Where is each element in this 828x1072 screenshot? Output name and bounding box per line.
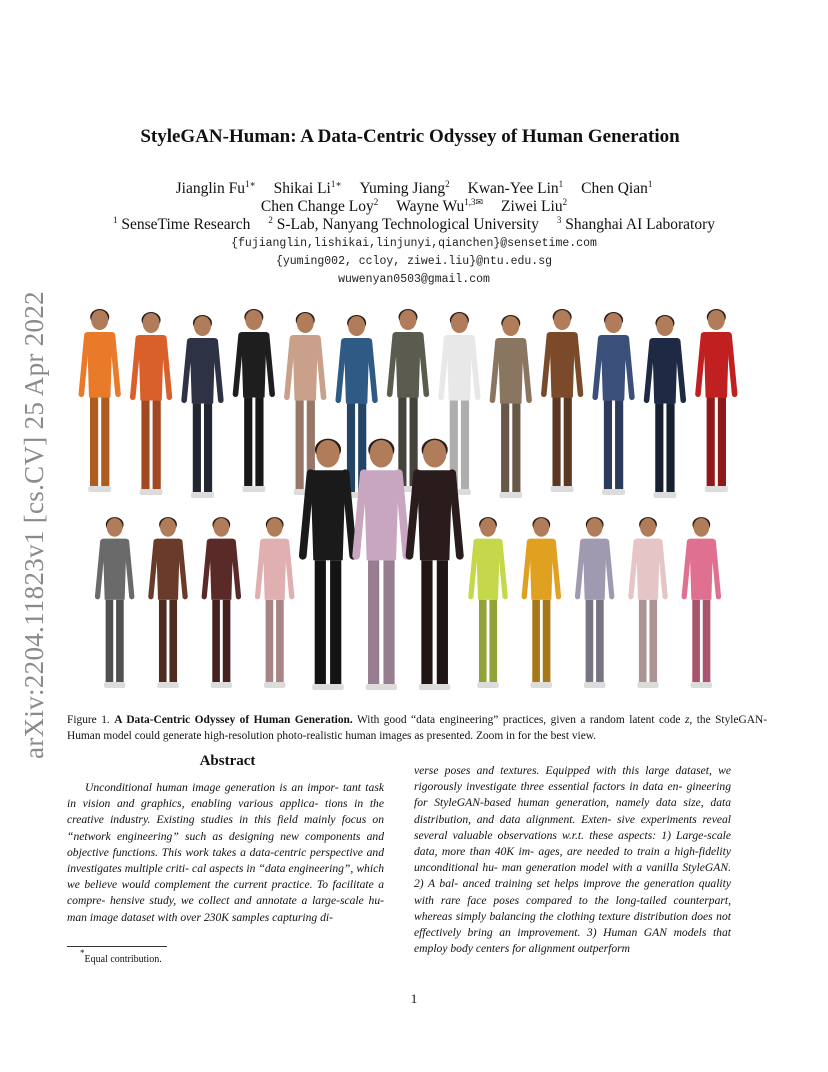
author-name: Ziwei Liu bbox=[501, 198, 563, 215]
author-sup: 1 bbox=[647, 179, 653, 189]
email-line-2: {yuming002, ccloy, ziwei.liu}@ntu.edu.sg bbox=[275, 255, 553, 268]
author-sup: 2 bbox=[562, 197, 568, 207]
author-name: Kwan-Yee Lin bbox=[467, 180, 559, 197]
abstract-left-column bbox=[67, 780, 384, 926]
abstract-right-column bbox=[414, 763, 731, 957]
abstract-line: man image dataset with over 230K samples capturing di- bbox=[67, 910, 333, 924]
generated-person-1-8 bbox=[492, 315, 529, 498]
author-name: Chen Change Loy bbox=[260, 198, 374, 215]
abstract-line: we rigorously investigate three essential factors in data en- bbox=[414, 764, 731, 794]
affiliation-sup: 1 bbox=[113, 215, 118, 225]
generated-person-2-10 bbox=[631, 517, 665, 688]
author-name: Wayne Wu bbox=[396, 198, 465, 215]
figure-caption bbox=[67, 712, 767, 744]
author-name: Shikai Li bbox=[273, 180, 331, 197]
abstract-line: cal aspects in “data engineering”, which we believe would bbox=[67, 862, 385, 892]
abstract-line: complement the current practice. To facilitate a compre- bbox=[67, 878, 385, 908]
generated-person-2-3 bbox=[258, 517, 292, 688]
authors-row-1 bbox=[60, 180, 768, 198]
author-sup: 2 bbox=[445, 179, 450, 189]
generated-person-2-11 bbox=[684, 517, 718, 688]
caption-label: Figure 1. bbox=[67, 714, 110, 726]
generated-person-1-10 bbox=[595, 312, 632, 495]
generated-person-1-6 bbox=[390, 309, 427, 492]
abstract-paragraph bbox=[67, 780, 384, 926]
generated-person-1-2 bbox=[184, 315, 221, 498]
footnote-text: Equal contribution. bbox=[84, 954, 162, 965]
generated-person-2-1 bbox=[151, 517, 185, 688]
affiliation-name: SenseTime Research bbox=[121, 216, 251, 233]
generated-person-2-2 bbox=[204, 517, 238, 688]
generated-person-1-11 bbox=[647, 315, 684, 498]
abstract-line: a data-centric perspective and investigates multiple criti- bbox=[67, 845, 384, 876]
author-sup: 1∗ bbox=[330, 179, 342, 189]
paper-title: StyleGAN-Human: A Data-Centric Odyssey of Human Generation bbox=[140, 126, 680, 147]
generated-person-2-6 bbox=[409, 439, 459, 690]
affiliation-sup: 3 bbox=[556, 215, 562, 225]
abstract-line: ages, are needed to train a high-fidelity unconditional hu- bbox=[414, 845, 731, 875]
generated-person-2-0 bbox=[98, 517, 132, 688]
author-name: Yuming Jiang bbox=[359, 180, 446, 197]
abstract-line: tant task in vision and graphics, enabling various applica- bbox=[67, 781, 384, 811]
generated-person-2-5 bbox=[356, 439, 406, 690]
affiliation-2 bbox=[557, 216, 715, 233]
author-0 bbox=[176, 180, 256, 197]
generated-person-1-7 bbox=[441, 312, 478, 495]
author-2 bbox=[501, 198, 567, 215]
author-sup: 1,3✉ bbox=[464, 197, 484, 207]
author-sup: 1∗ bbox=[244, 179, 256, 189]
author-4 bbox=[581, 180, 652, 197]
abstract-line: does not effectively bring an improvement. 3) Human GAN bbox=[414, 909, 731, 940]
author-name: Jianglin Fu bbox=[175, 180, 245, 197]
affiliations bbox=[60, 216, 768, 234]
affiliation-0 bbox=[113, 216, 250, 233]
affiliation-sup: 2 bbox=[268, 215, 273, 225]
figure-image bbox=[74, 296, 742, 692]
author-1 bbox=[274, 180, 342, 197]
caption-variable: z bbox=[684, 714, 690, 726]
abstract-line: verse poses and textures. Equipped with this large dataset, bbox=[414, 764, 712, 777]
affiliation-name: S-Lab, Nanyang Technological University bbox=[276, 216, 539, 233]
abstract-heading: Abstract bbox=[199, 753, 256, 769]
abstract-line: sive experiments reveal several valuable observations w.r.t. bbox=[414, 812, 731, 842]
footnote-mark: * bbox=[80, 948, 85, 958]
author-1 bbox=[396, 198, 483, 215]
generated-person-1-1 bbox=[133, 312, 170, 495]
generated-person-1-0 bbox=[81, 309, 118, 492]
abstract-line: hensive study, we collect and annotate a large-scale hu- bbox=[109, 894, 384, 908]
affiliation-name: Shanghai AI Laboratory bbox=[565, 216, 715, 233]
figure-generated-humans bbox=[74, 296, 742, 692]
author-3 bbox=[468, 180, 563, 197]
affiliation-1 bbox=[268, 216, 538, 233]
abstract-line: anced training set helps improve the generation quality with bbox=[414, 877, 731, 907]
abstract-line: gineering for StyleGAN-based human generation, namely bbox=[414, 780, 731, 810]
generated-person-1-4 bbox=[287, 312, 324, 495]
abstract-line: data size, data distribution, and data alignment. Exten- bbox=[414, 796, 732, 826]
abstract-line: Unconditional human image generation is an impor- bbox=[85, 781, 339, 794]
generated-person-2-7 bbox=[471, 517, 505, 688]
page-number: 1 bbox=[410, 991, 418, 1006]
abstract-line: whereas simply balancing the clothing texture distribution bbox=[414, 909, 688, 923]
caption-text-b: , the StyleGAN-Human model could generate high-resolution photo-realistic human images as presented. Zoom in for the best view. bbox=[67, 714, 767, 742]
author-0 bbox=[261, 198, 378, 215]
generated-person-2-4 bbox=[303, 439, 353, 690]
abstract-line: tions in the creative industry. Existing studies in this field bbox=[67, 797, 384, 827]
author-name: Chen Qian bbox=[581, 180, 648, 197]
abstract-line: these aspects: 1) Large-scale data, more than 40K im- bbox=[414, 828, 732, 859]
generated-person-2-8 bbox=[524, 517, 558, 688]
abstract-line: mainly focus on “network engineering” such as designing bbox=[67, 813, 384, 843]
email-line-3: wuwenyan0503@gmail.com bbox=[338, 273, 490, 286]
abstract-line: new components and objective functions. This work takes bbox=[67, 829, 384, 859]
author-2 bbox=[359, 180, 449, 197]
author-sup: 2 bbox=[373, 197, 379, 207]
abstract-paragraph bbox=[414, 763, 731, 957]
author-sup: 1 bbox=[558, 179, 564, 189]
generated-person-1-3 bbox=[236, 309, 273, 492]
caption-text-a: With good “data engineering” practices, given a random latent code bbox=[352, 714, 685, 726]
generated-person-2-9 bbox=[578, 517, 612, 688]
footnote bbox=[80, 948, 162, 965]
generated-person-1-9 bbox=[544, 309, 581, 492]
footnote-rule bbox=[67, 946, 167, 947]
abstract-line: models that employ body centers for alignment outperform bbox=[414, 926, 731, 956]
caption-bold-title: A Data-Centric Odyssey of Human Generation. bbox=[114, 714, 353, 726]
abstract-line: man generation model with a vanilla StyleGAN. 2) A bal- bbox=[414, 861, 731, 891]
email-line-1: {fujianglin,lishikai,linjunyi,qianchen}@sensetime.com bbox=[231, 237, 597, 250]
arxiv-stamp: arXiv:2204.11823v1 [cs.CV] 25 Apr 2022 bbox=[19, 291, 49, 759]
generated-person-1-12 bbox=[698, 309, 735, 492]
authors-row-2 bbox=[60, 198, 768, 216]
abstract-line: rare face poses compared to the long-tailed counterpart, bbox=[440, 893, 732, 907]
